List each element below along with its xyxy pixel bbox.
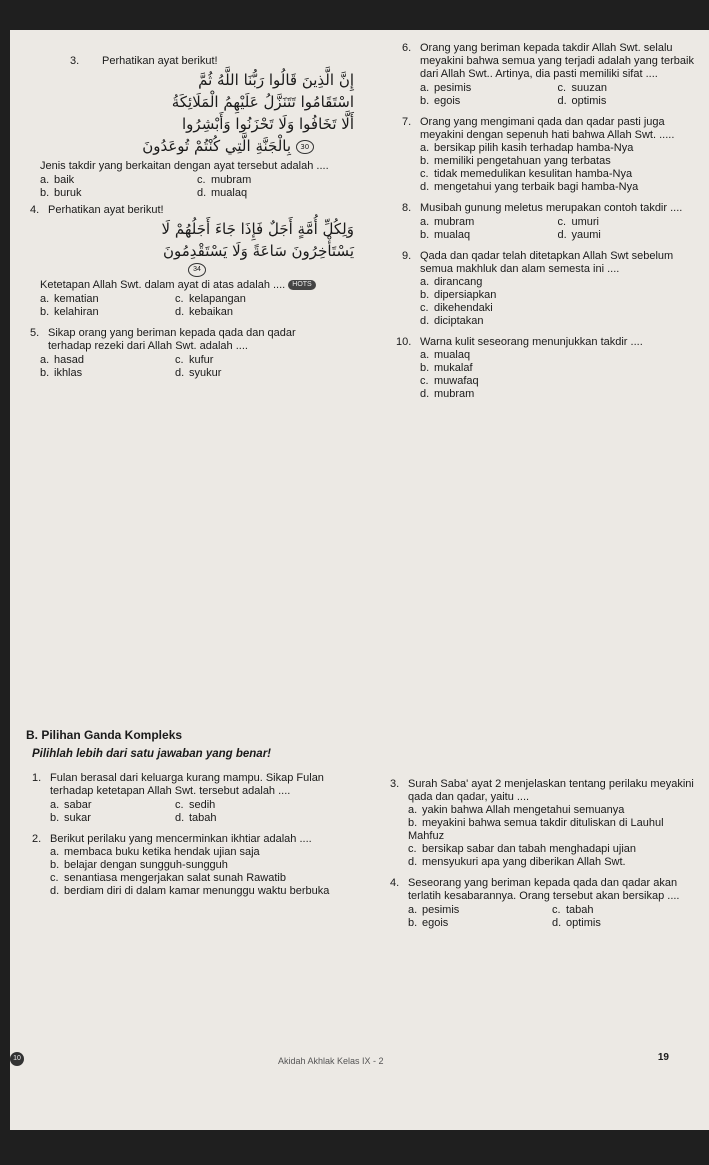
arabic-verse-line: [102, 136, 354, 156]
option-text: syukur: [189, 367, 222, 379]
option-c[interactable]: [420, 168, 695, 181]
option-letter: b.: [40, 306, 50, 318]
option-text: egois: [434, 95, 461, 107]
option-letter: d.: [175, 367, 185, 379]
option-a[interactable]: [40, 354, 175, 367]
option-letter: b.: [408, 817, 418, 829]
question-stem: Jenis takdir yang berkaitan dengan ayat tersebut adalah ....: [40, 160, 329, 172]
worksheet-page: [10, 30, 709, 1130]
option-a[interactable]: [408, 804, 696, 817]
option-letter: c.: [197, 174, 206, 186]
question-stem: [40, 279, 354, 292]
option-letter: d.: [50, 885, 60, 897]
option-letter: b.: [420, 155, 430, 167]
question-number: 5.: [30, 327, 40, 339]
option-letter: a.: [420, 276, 430, 288]
option-d[interactable]: [50, 885, 350, 898]
question-b4: [390, 877, 696, 930]
option-text: mubram: [434, 388, 475, 400]
option-text: tabah: [189, 812, 217, 824]
arabic-verse-text: بِالْجَنَّةِ الَّتِي كُنْتُمْ تُوعَدُونَ: [142, 137, 292, 155]
question-b3: [390, 778, 696, 869]
option-text: mualaq: [434, 349, 471, 361]
option-text: pesimis: [422, 904, 460, 916]
option-b[interactable]: [40, 306, 175, 319]
option-b[interactable]: [420, 289, 695, 302]
options-grid: [420, 216, 695, 242]
option-letter: d.: [552, 917, 562, 929]
option-text: diciptakan: [434, 315, 484, 327]
option-text: sukar: [64, 812, 91, 824]
option-d[interactable]: [420, 388, 695, 401]
option-text: mengetahui yang terbaik bagi hamba-Nya: [434, 181, 639, 193]
option-letter: d.: [557, 95, 567, 107]
option-letter: a.: [420, 82, 430, 94]
option-letter: d.: [420, 388, 430, 400]
option-letter: a.: [408, 804, 418, 816]
option-c[interactable]: [175, 293, 310, 306]
option-text: kufur: [189, 354, 214, 366]
option-text: mubram: [211, 174, 252, 186]
option-b[interactable]: [50, 859, 350, 872]
option-text: muwafaq: [434, 375, 479, 387]
question-number: 4.: [30, 204, 40, 216]
question-number: 7.: [402, 116, 412, 128]
option-text: dirancang: [434, 276, 483, 288]
question-text: Fulan berasal dari keluarga kurang mampu. Sikap Fulan terhadap ketetapan Allah Swt. tersebut adalah ....: [50, 772, 324, 797]
option-list: [50, 846, 350, 898]
option-b[interactable]: [408, 817, 696, 843]
question-number: 1.: [32, 772, 42, 784]
option-list: [420, 142, 695, 194]
option-a[interactable]: [420, 82, 558, 95]
option-d[interactable]: [420, 181, 695, 194]
option-c[interactable]: [175, 354, 310, 367]
question-number: 8.: [402, 202, 412, 214]
option-a[interactable]: [420, 276, 695, 289]
section-title: B. Pilihan Ganda Kompleks: [26, 728, 183, 742]
option-letter: a.: [420, 216, 430, 228]
option-b[interactable]: [420, 95, 558, 108]
option-text: meyakini bahwa semua takdir dituliskan di Lauhul Mahfuz: [408, 817, 664, 842]
option-text: tabah: [566, 904, 594, 916]
option-letter: d.: [557, 229, 567, 241]
section-instruction: Pilihlah lebih dari satu jawaban yang benar!: [32, 748, 272, 760]
option-b[interactable]: [50, 812, 175, 825]
question-number: 2.: [32, 833, 42, 845]
options-grid: [408, 904, 696, 930]
option-letter: c.: [50, 872, 59, 884]
option-c[interactable]: [552, 904, 696, 917]
question-number: 10.: [396, 336, 412, 348]
option-letter: a.: [50, 846, 60, 858]
question-text: Perhatikan ayat berikut!: [48, 204, 164, 216]
option-letter: a.: [420, 349, 430, 361]
option-letter: d.: [420, 315, 430, 327]
question-number: 6.: [402, 42, 412, 54]
option-text: ikhlas: [54, 367, 83, 379]
ayah-number-mark: 34: [188, 263, 206, 277]
option-text: kebaikan: [189, 306, 234, 318]
option-c[interactable]: [408, 843, 696, 856]
options-grid: [50, 799, 300, 825]
question-5: [30, 327, 340, 380]
option-c[interactable]: [558, 216, 696, 229]
option-letter: c.: [175, 354, 184, 366]
options-grid: [40, 293, 310, 319]
question-6: [402, 42, 695, 108]
option-text: sedih: [189, 799, 216, 811]
option-list: [408, 804, 696, 869]
right-column-top: [396, 42, 695, 401]
option-b[interactable]: [420, 155, 695, 168]
option-c[interactable]: [175, 799, 300, 812]
option-text: membaca buku ketika hendak ujian saja: [64, 846, 260, 858]
question-10: [396, 336, 695, 401]
option-list: [420, 276, 695, 328]
option-text: kematian: [54, 293, 99, 305]
option-letter: a.: [408, 904, 418, 916]
question-text: Orang yang beriman kepada takdir Allah Swt. selalu meyakini bahwa semua yang terjadi adalah yang terbaik dari Allah Swt.. Artinya, dia pasti memiliki sifat ....: [420, 42, 694, 80]
question-b1: [32, 772, 350, 825]
option-c[interactable]: [197, 174, 354, 187]
option-text: memiliki pengetahuan yang terbatas: [434, 155, 611, 167]
option-letter: b.: [50, 812, 60, 824]
option-letter: c.: [557, 216, 567, 228]
option-letter: c.: [175, 293, 184, 305]
ayah-number-mark: 30: [296, 140, 314, 154]
arabic-verse-line: إِنَّ الَّذِينَ قَالُوا رَبُّنَا اللَّهُ ثُمَّ: [198, 71, 354, 89]
option-d[interactable]: [175, 812, 300, 825]
options-grid: [420, 82, 695, 108]
option-text: mukalaf: [434, 362, 473, 374]
option-a[interactable]: [420, 216, 558, 229]
arabic-verse-line: وَلِكُلِّ أُمَّةٍ أَجَلٌ فَإِذَا جَاءَ أَجَلُهُمْ لَا: [161, 220, 354, 238]
question-3: [40, 55, 354, 200]
option-text: bersikap pilih kasih terhadap hamba-Nya: [434, 142, 634, 154]
option-letter: d.: [420, 181, 430, 193]
option-letter: b.: [420, 362, 430, 374]
option-a[interactable]: [420, 142, 695, 155]
option-text: baik: [54, 174, 75, 186]
option-c[interactable]: [420, 302, 695, 315]
question-text: Sikap orang yang beriman kepada qada dan qadar terhadap rezeki dari Allah Swt. adalah ....: [48, 327, 296, 352]
option-letter: a.: [50, 799, 60, 811]
option-a[interactable]: [40, 174, 197, 187]
option-text: sabar: [64, 799, 92, 811]
option-text: pesimis: [434, 82, 472, 94]
option-text: yakin bahwa Allah mengetahui semuanya: [422, 804, 625, 816]
page-footer: [10, 1052, 709, 1072]
question-text: Musibah gunung meletus merupakan contoh takdir ....: [420, 202, 683, 214]
option-letter: c.: [552, 904, 561, 916]
option-letter: c.: [420, 375, 429, 387]
question-stem-text: Ketetapan Allah Swt. dalam ayat di atas adalah ....: [40, 279, 286, 291]
option-c[interactable]: [50, 872, 350, 885]
option-b[interactable]: [40, 367, 175, 380]
left-column-top: [30, 55, 354, 380]
option-b[interactable]: [40, 187, 197, 200]
option-a[interactable]: [50, 846, 350, 859]
option-d[interactable]: [558, 229, 696, 242]
option-b[interactable]: [420, 229, 558, 242]
option-letter: b.: [420, 289, 430, 301]
question-text: Qada dan qadar telah ditetapkan Allah Swt sebelum semua makhluk dan alam semesta ini ....: [420, 250, 674, 275]
option-letter: c.: [408, 843, 417, 855]
option-text: mubram: [434, 216, 475, 228]
question-b2: [32, 833, 350, 898]
option-d[interactable]: [408, 856, 696, 869]
option-letter: d.: [175, 306, 185, 318]
page-number: 19: [657, 1052, 669, 1063]
option-text: dipersiapkan: [434, 289, 497, 301]
option-b[interactable]: [408, 917, 552, 930]
option-letter: c.: [557, 82, 567, 94]
option-text: mualaq: [211, 187, 248, 199]
option-list: [420, 349, 695, 401]
option-text: kelahiran: [54, 306, 99, 318]
option-letter: d.: [175, 812, 185, 824]
option-text: berdiam diri di dalam kamar menunggu waktu berbuka: [64, 885, 330, 897]
option-text: hasad: [54, 354, 84, 366]
question-9: [402, 250, 695, 328]
option-letter: b.: [40, 187, 50, 199]
option-text: mualaq: [434, 229, 471, 241]
question-text: Seseorang yang beriman kepada qada dan qadar akan terlatih kesabarannya. Orang tersebut akan bersikap ....: [408, 877, 680, 902]
question-number: 3.: [390, 778, 400, 790]
option-letter: b.: [420, 95, 430, 107]
option-letter: b.: [50, 859, 60, 871]
option-d[interactable]: [558, 95, 696, 108]
option-text: suuzan: [571, 82, 607, 94]
arabic-verse-line: اسْتَقَامُوا تَتَنَزَّلُ عَلَيْهِمُ الْمَلَائِكَةُ: [171, 93, 354, 111]
question-text: Orang yang mengimani qada dan qadar pasti juga meyakini dengan sepenuh hati bahwa Allah Swt. .....: [420, 116, 675, 141]
question-number: 3.: [70, 55, 80, 67]
option-text: kelapangan: [189, 293, 246, 305]
option-text: tidak memedulikan kesulitan hamba-Nya: [434, 168, 633, 180]
option-letter: c.: [420, 168, 429, 180]
option-text: optimis: [566, 917, 601, 929]
right-column-b: [390, 778, 696, 930]
question-text: Perhatikan ayat berikut!: [102, 55, 218, 67]
question-8: [402, 202, 695, 242]
option-c[interactable]: [420, 375, 695, 388]
question-4: [30, 204, 354, 319]
options-grid: [40, 354, 310, 380]
option-text: senantiasa mengerjakan salat sunah Rawatib: [64, 872, 286, 884]
question-text: Warna kulit seseorang menunjukkan takdir ....: [420, 336, 643, 348]
option-letter: a.: [420, 142, 430, 154]
option-letter: b.: [40, 367, 50, 379]
option-text: yaumi: [571, 229, 601, 241]
arabic-verse-line: أَلَّا تَخَافُوا وَلَا تَحْزَنُوا وَأَبْشِرُوا: [182, 115, 354, 133]
question-text: Berikut perilaku yang mencerminkan ikhtiar adalah ....: [50, 833, 312, 845]
footer-title: Akidah Akhlak Kelas IX - 2: [278, 1056, 384, 1066]
option-text: bersikap sabar dan tabah menghadapi ujian: [422, 843, 637, 855]
option-a[interactable]: [50, 799, 175, 812]
chapter-mark-icon: 10: [10, 1052, 24, 1066]
option-letter: c.: [175, 799, 184, 811]
option-letter: d.: [408, 856, 418, 868]
option-text: optimis: [571, 95, 607, 107]
option-d[interactable]: [175, 306, 310, 319]
option-a[interactable]: [420, 349, 695, 362]
option-letter: b.: [420, 229, 430, 241]
option-letter: a.: [40, 293, 50, 305]
option-d[interactable]: [552, 917, 696, 930]
question-number: 9.: [402, 250, 412, 262]
hots-badge: HOTS: [288, 280, 315, 290]
option-a[interactable]: [40, 293, 175, 306]
option-text: buruk: [54, 187, 82, 199]
option-d[interactable]: [197, 187, 354, 200]
option-text: belajar dengan sungguh-sungguh: [64, 859, 228, 871]
ayah-mark-row: [40, 263, 354, 277]
option-d[interactable]: [420, 315, 695, 328]
question-number: 4.: [390, 877, 400, 889]
option-d[interactable]: [175, 367, 310, 380]
option-letter: b.: [408, 917, 418, 929]
option-letter: d.: [197, 187, 207, 199]
left-column-b: [32, 772, 350, 898]
question-text: Surah Saba' ayat 2 menjelaskan tentang perilaku meyakini qada dan qadar, yaitu ....: [408, 778, 694, 803]
option-a[interactable]: [408, 904, 552, 917]
option-text: mensyukuri apa yang diberikan Allah Swt.: [422, 856, 626, 868]
option-text: egois: [422, 917, 449, 929]
question-7: [402, 116, 695, 194]
option-letter: a.: [40, 174, 50, 186]
option-text: umuri: [571, 216, 600, 228]
option-text: dikehendaki: [434, 302, 493, 314]
option-letter: a.: [40, 354, 50, 366]
options-grid: [40, 174, 354, 200]
option-letter: c.: [420, 302, 429, 314]
option-c[interactable]: [558, 82, 696, 95]
arabic-verse-line: يَسْتَأْخِرُونَ سَاعَةً وَلَا يَسْتَقْدِمُونَ: [162, 242, 354, 260]
option-b[interactable]: [420, 362, 695, 375]
